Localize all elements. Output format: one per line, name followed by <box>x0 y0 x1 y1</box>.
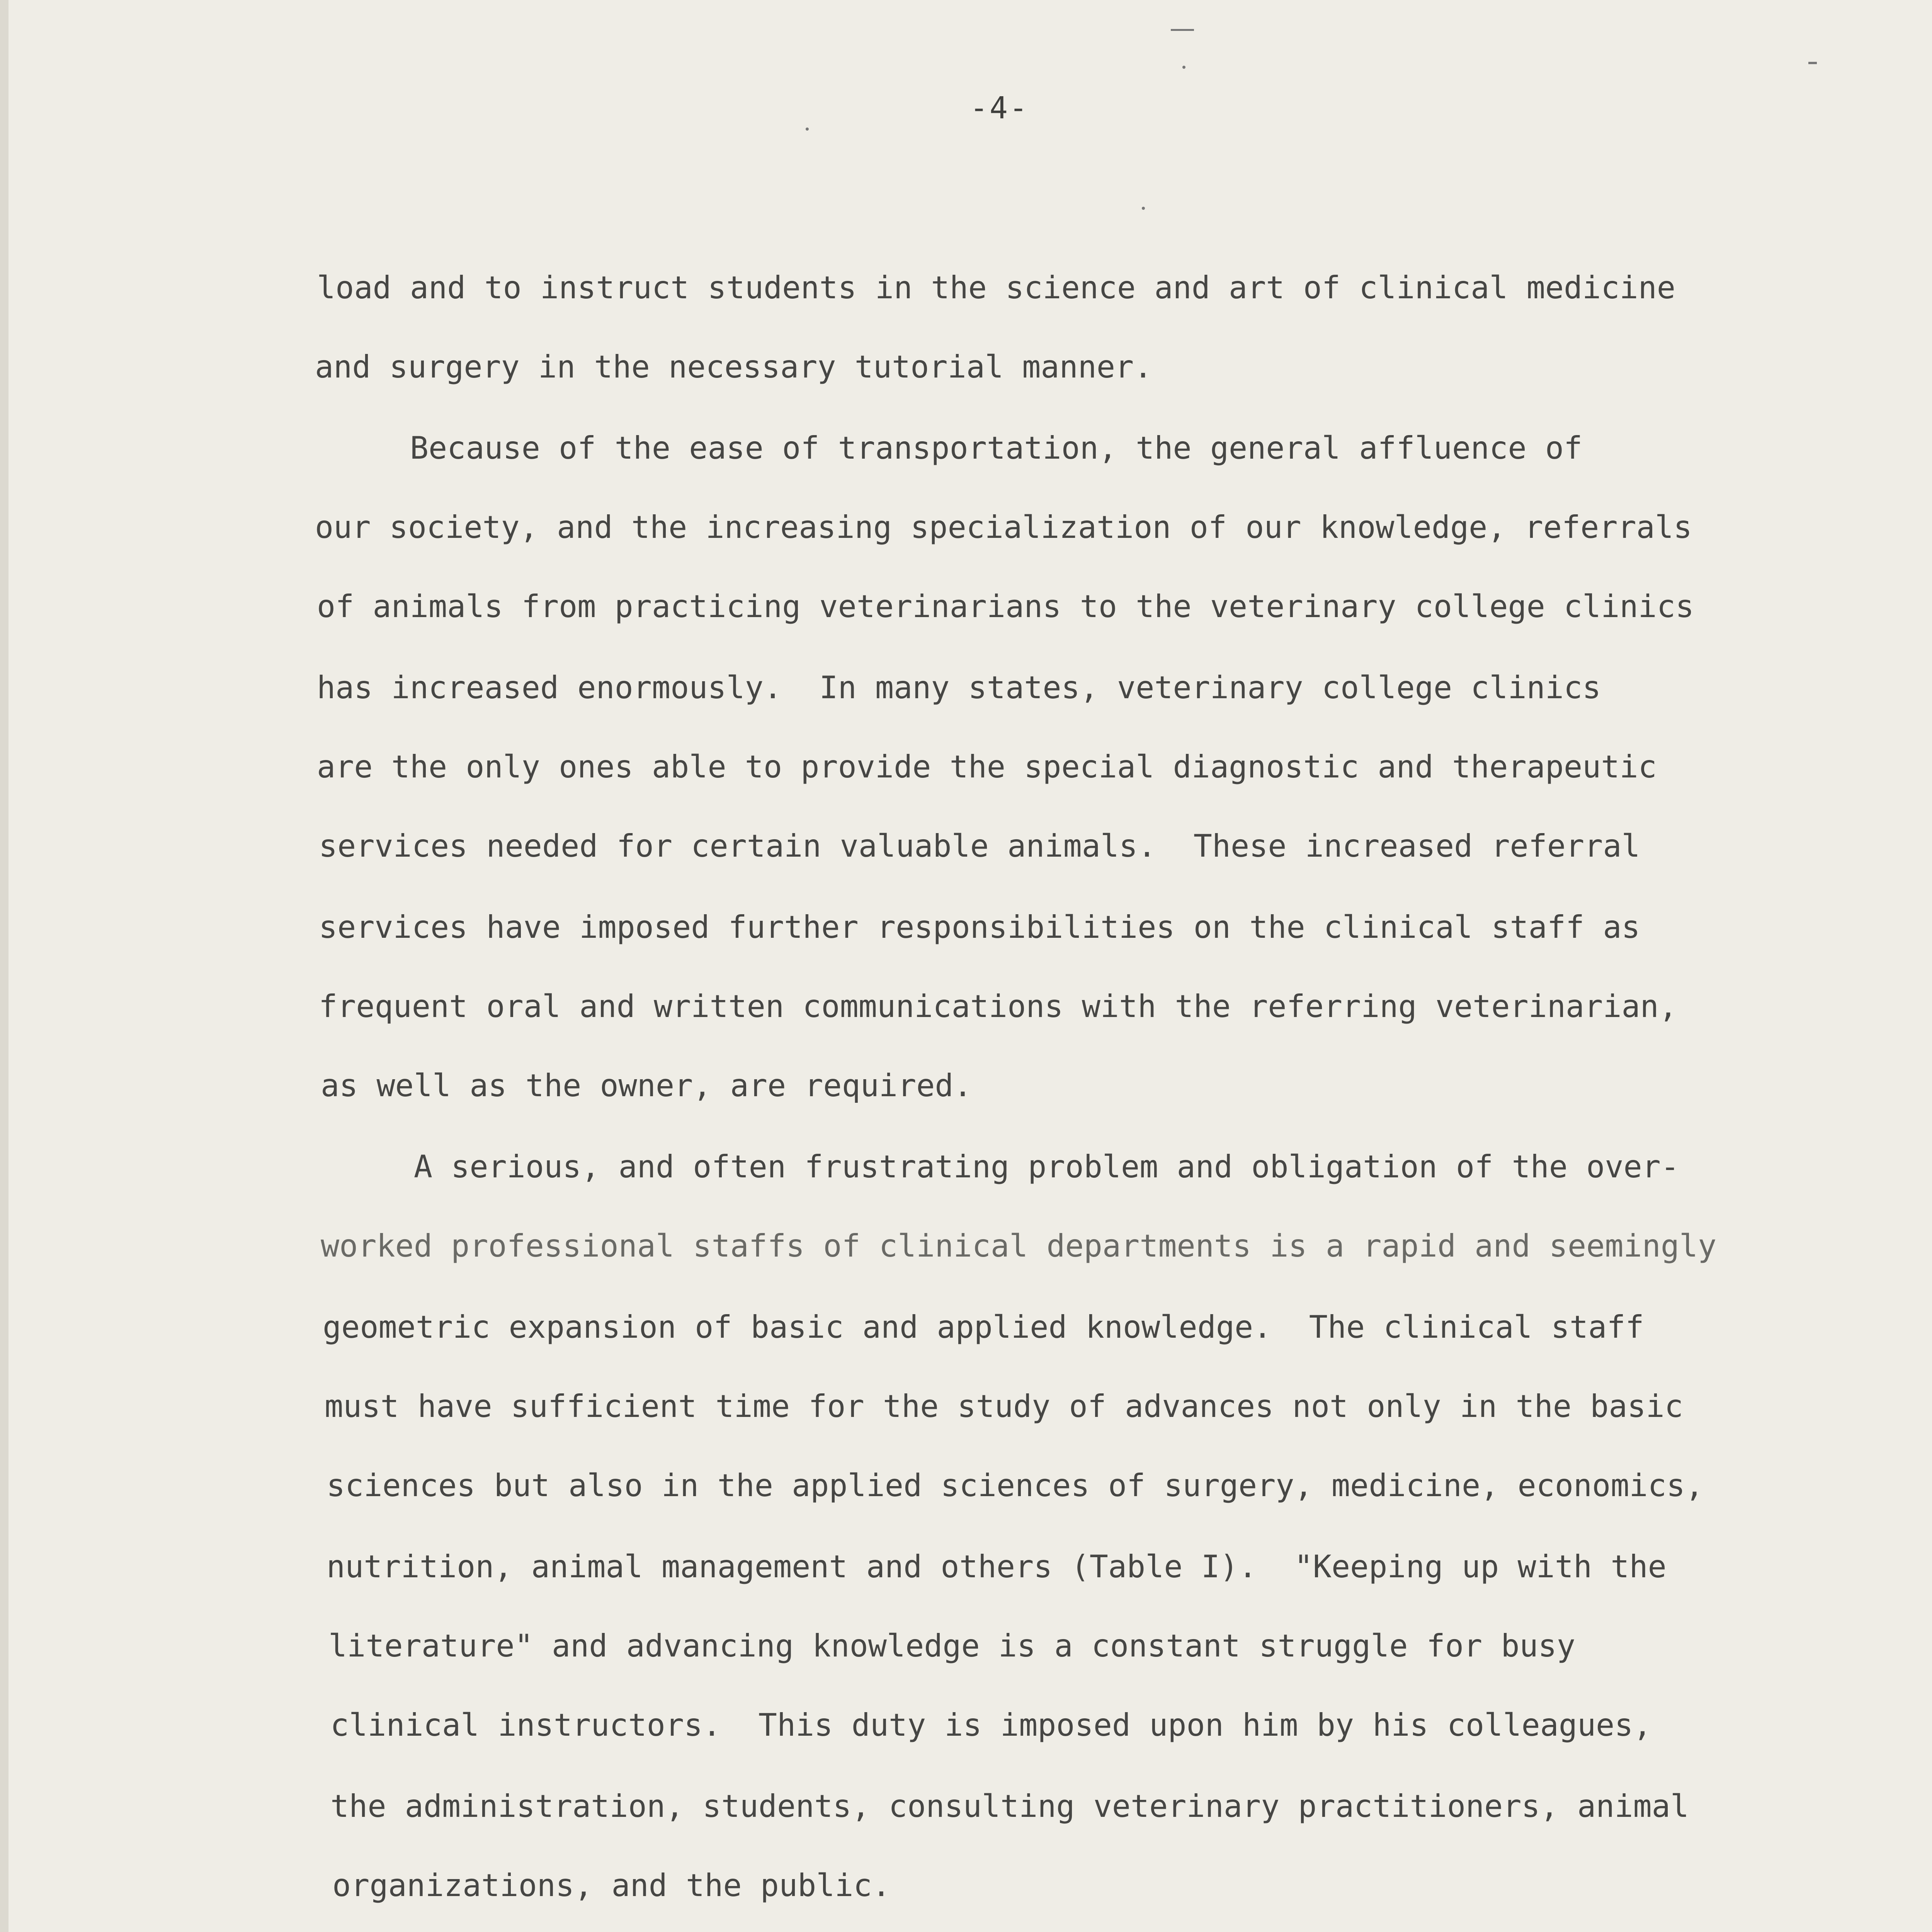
body-line: Because of the ease of transportation, the general affluence of <box>317 430 1583 466</box>
ink-speck <box>806 128 809 131</box>
body-line: load and to instruct students in the science and art of clinical medicine <box>317 270 1675 306</box>
body-line: nutrition, animal management and others (Table I). "Keeping up with the <box>327 1549 1667 1585</box>
body-line: the administration, students, consulting veterinary practitioners, animal <box>330 1788 1689 1824</box>
ink-speck <box>1171 29 1194 31</box>
body-line: organizations, and the public. <box>332 1867 891 1903</box>
body-line: of animals from practicing veterinarians to the veterinary college clinics <box>317 588 1694 624</box>
body-line: has increased enormously. In many states, veterinary college clinics <box>317 670 1601 706</box>
body-line: must have sufficient time for the study of advances not only in the basic <box>325 1388 1683 1424</box>
ink-speck <box>1808 62 1817 64</box>
page-left-edge <box>0 0 9 1932</box>
ink-speck <box>1142 207 1145 210</box>
body-line: are the only ones able to provide the special diagnostic and therapeutic <box>317 749 1657 785</box>
page-number: -4- <box>970 91 1029 126</box>
body-line: clinical instructors. This duty is imposed upon him by his colleagues, <box>330 1707 1652 1743</box>
body-line: literature" and advancing knowledge is a constant struggle for busy <box>328 1628 1575 1664</box>
body-line: our society, and the increasing specialization of our knowledge, referrals <box>315 509 1692 545</box>
body-line: geometric expansion of basic and applied knowledge. The clinical staff <box>323 1309 1644 1345</box>
body-line: and surgery in the necessary tutorial manner. <box>315 349 1153 385</box>
body-line: services needed for certain valuable animals. These increased referral <box>319 828 1640 864</box>
ink-speck <box>1182 66 1185 69</box>
body-line: sciences but also in the applied sciences of surgery, medicine, economics, <box>327 1468 1704 1503</box>
body-line: services have imposed further responsibilities on the clinical staff as <box>319 909 1640 945</box>
body-line: worked professional staffs of clinical departments is a rapid and seemingly <box>321 1228 1717 1264</box>
body-line: frequent oral and written communications with the referring veterinarian, <box>319 988 1677 1024</box>
body-line: as well as the owner, are required. <box>321 1068 972 1104</box>
body-line: A serious, and often frustrating problem and obligation of the over- <box>321 1149 1679 1185</box>
